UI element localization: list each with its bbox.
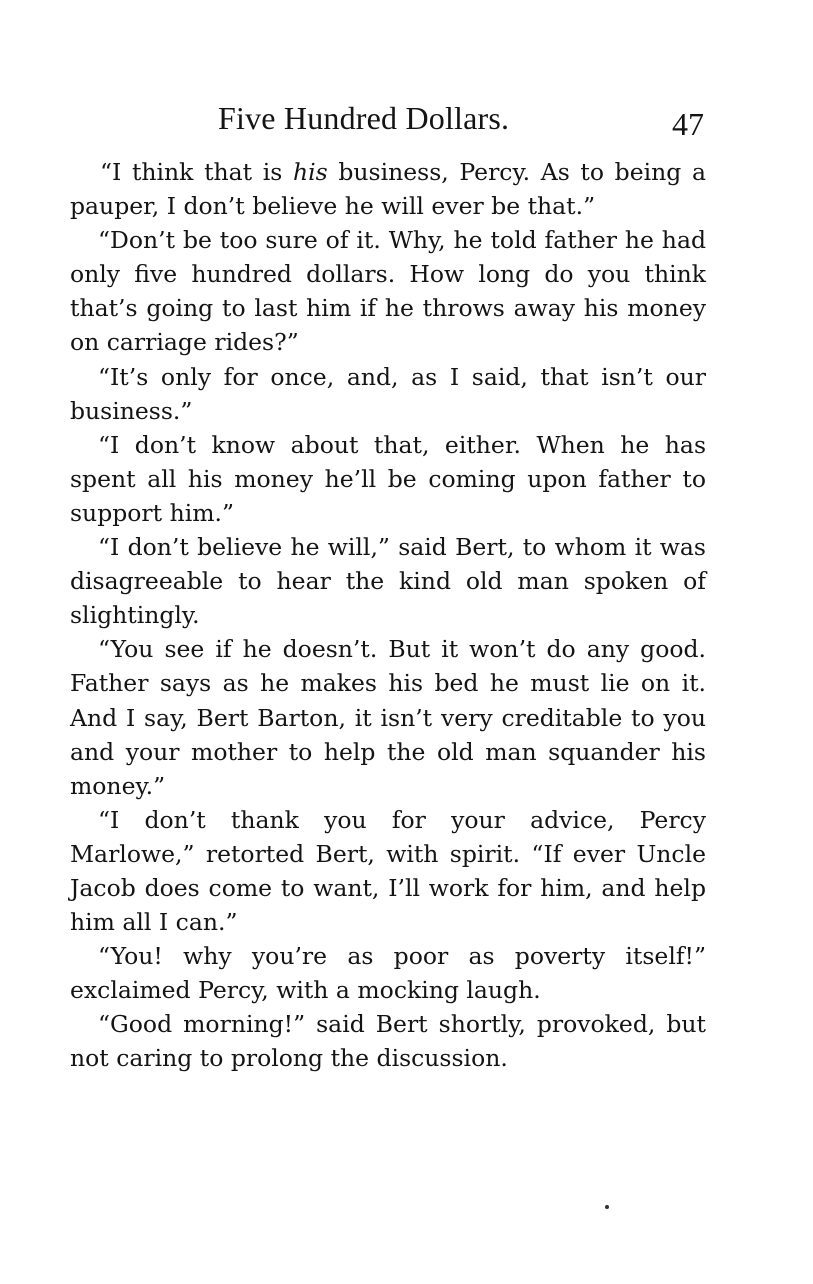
paragraph-2: “Don’t be too sure of it. Why, he told father he had only five hundred dollars. How long do you think that’s going to last him if he throws away his money on carriage rides?” [70, 226, 706, 357]
paragraph-1-emphasis: his [293, 158, 328, 186]
body-text [70, 155, 706, 1076]
paragraph-6: “You see if he doesn’t. But it won’t do any good. Father says as he makes his bed he must lie on it. And I say, Bert Barton, it isn’t very creditable to you and your mother to help the old man squander his money.” [70, 635, 706, 800]
paragraph-7: “I don’t thank you for your advice, Percy Marlowe,” retorted Bert, with spirit. “If ever Uncle Jacob does come to want, I’ll work for him, and help him all I can.” [70, 805, 706, 937]
paragraph-1-text-before: “I think that is [100, 158, 293, 186]
running-header [0, 98, 813, 142]
paragraph-5: “I don’t believe he will,” said Bert, to whom it was disagreeable to hear the kind old man spoken of slightingly. [70, 533, 706, 630]
paragraph-1-text-after: business, Percy. As to being a pauper, I don’t believe he will ever be that.” [70, 158, 706, 221]
print-speck [605, 1205, 609, 1209]
page-number: 47 [672, 106, 704, 142]
paragraph-8: “You! why you’re as poor as poverty itself!” exclaimed Percy, with a mocking laugh. [70, 942, 706, 1005]
paragraph-9: “Good morning!” said Bert shortly, provoked, but not caring to prolong the discussion. [70, 1010, 706, 1073]
paragraph-4: “I don’t know about that, either. When he has spent all his money he’ll be coming upon father to support him.” [70, 430, 706, 527]
paragraph-1 [70, 155, 706, 223]
running-title: Five Hundred Dollars. [218, 100, 510, 136]
paragraph-3: “It’s only for once, and, as I said, that isn’t our business.” [70, 362, 706, 425]
